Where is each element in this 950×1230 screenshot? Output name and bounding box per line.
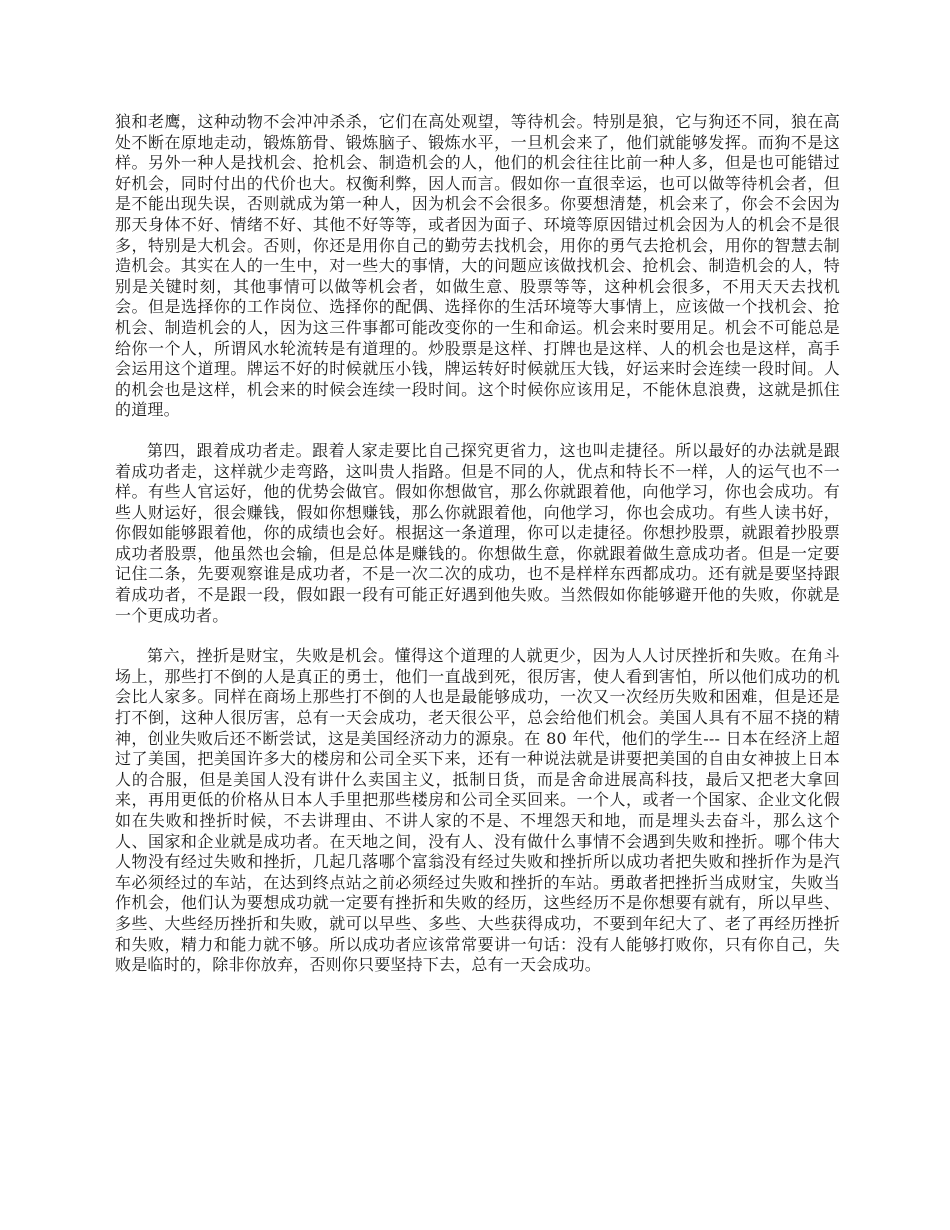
document-page: [115, 112, 840, 996]
paragraph-opportunity: 狼和老鹰，这种动物不会冲冲杀杀，它们在高处观望，等待机会。特别是狼，它与狗还不同，狼在高处不断在原地走动，锻炼筋骨、锻炼脑子、锻炼水平，一旦机会来了，他们就能够发挥。而狗不是这样。另外一种人是找机会、抢机会、制造机会的人，他们的机会往往比前一种人多，但是也可能错过好机会，同时付出的代价也大。权衡利弊，因人而言。假如你一直很幸运，也可以做等待机会者，但是不能出现失误，否则就成为第一种人，因为机会不会很多。你要想清楚，机会来了，你会不会因为那天身体不好、情绪不好、其他不好等等，或者因为面子、环境等原因错过机会因为人的机会不是很多，特别是大机会。否则，你还是用你自己的勤劳去找机会，用你的勇气去抢机会，用你的智慧去制造机会。其实在人的一生中，对一些大的事情，大的问题应该做找机会、抢机会、制造机会的人，特别是关键时刻，其他事情可以做等机会者，如做生意、股票等等，这种机会很多，不用天天去找机会。但是选择你的工作岗位、选择你的配偶、选择你的生活环境等大事情上，应该做一个找机会、抢机会、制造机会的人，因为这三件事都可能改变你的一生和命运。机会来时要用足。机会不可能总是给你一个人，所谓风水轮流转是有道理的。炒股票是这样、打牌也是这样、人的机会也是这样，高手会运用这个道理。牌运不好的时候就压小钱，牌运转好时候就压大钱，好运来时会连续一段时间。人的机会也是这样，机会来的时候会连续一段时间。这个时候你应该用足，不能休息浪费，这就是抓住的道理。: [115, 112, 840, 420]
paragraph-follow-successful: 第四，跟着成功者走。跟着人家走要比自己探究更省力，这也叫走捷径。所以最好的办法就是跟着成功者走，这样就少走弯路，这叫贵人指路。但是不同的人，优点和特长不一样，人的运气也不一样。有些人官运好，他的优势会做官。假如你想做官，那么你就跟着他，向他学习，你也会成功。有些人财运好，很会赚钱，假如你想赚钱，那么你就跟着他，向他学习，你也会成功。有些人读书好，你假如能够跟着他，你的成绩也会好。根据这一条道理，你可以走捷径。你想抄股票，就跟着抄股票成功者股票，他虽然也会输，但是总体是赚钱的。你想做生意，你就跟着做生意成功者。但是一定要记住二条，先要观察谁是成功者，不是一次二次的成功，也不是样样东西都成功。还有就是要坚持跟着成功者，不是跟一段，假如跟一段有可能正好遇到他失败。当然假如你能够避开他的失败，你就是一个更成功者。: [115, 440, 840, 625]
paragraph-setback-treasure: 第六，挫折是财宝，失败是机会。懂得这个道理的人就更少，因为人人讨厌挫折和失败。在角斗场上，那些打不倒的人是真正的勇士，他们一直战到死，很厉害，使人看到害怕，所以他们成功的机会比人家多。同样在商场上那些打不倒的人也是最能够成功，一次又一次经历失败和困难，但是还是打不倒，这种人很厉害，总有一天会成功，老天很公平，总会给他们机会。美国人具有不屈不挠的精神，创业失败后还不断尝试，这是美国经济动力的源泉。在 80 年代，他们的学生--- 日本在经济上超过了美国，把美国许多大的楼房和公司全买下来，还有一种说法就是讲要把美国的自由女神披上日本人的合服，但是美国人没有讲什么卖国主义，抵制日货，而是舍命进展高科技，最后又把老大拿回来，再用更低的价格从日本人手里把那些楼房和公司全买回来。一个人，或者一个国家、企业文化假如在失败和挫折时候，不去讲理由、不讲人家的不是、不埋怨天和地，而是埋头去奋斗，那么这个人、国家和企业就是成功者。在天地之间，没有人、没有做什么事情不会遇到失败和挫折。哪个伟大人物没有经过失败和挫折，几起几落哪个富翁没有经过失败和挫折所以成功者把失败和挫折作为是汽车必须经过的车站，在达到终点站之前必须经过失败和挫折的车站。勇敢者把挫折当成财宝，失败当作机会，他们认为要想成功就一定要有挫折和失败的经历，这些经历不是你想要有就有，所以早些、多些、大些经历挫折和失败，就可以早些、多些、大些获得成功，不要到年纪大了、老了再经历挫折和失败，精力和能力就不够。所以成功者应该常常要讲一句话：没有人能够打败你，只有你自己，失败是临时的，除非你放弃，否则你只要坚持下去，总有一天会成功。: [115, 646, 840, 975]
